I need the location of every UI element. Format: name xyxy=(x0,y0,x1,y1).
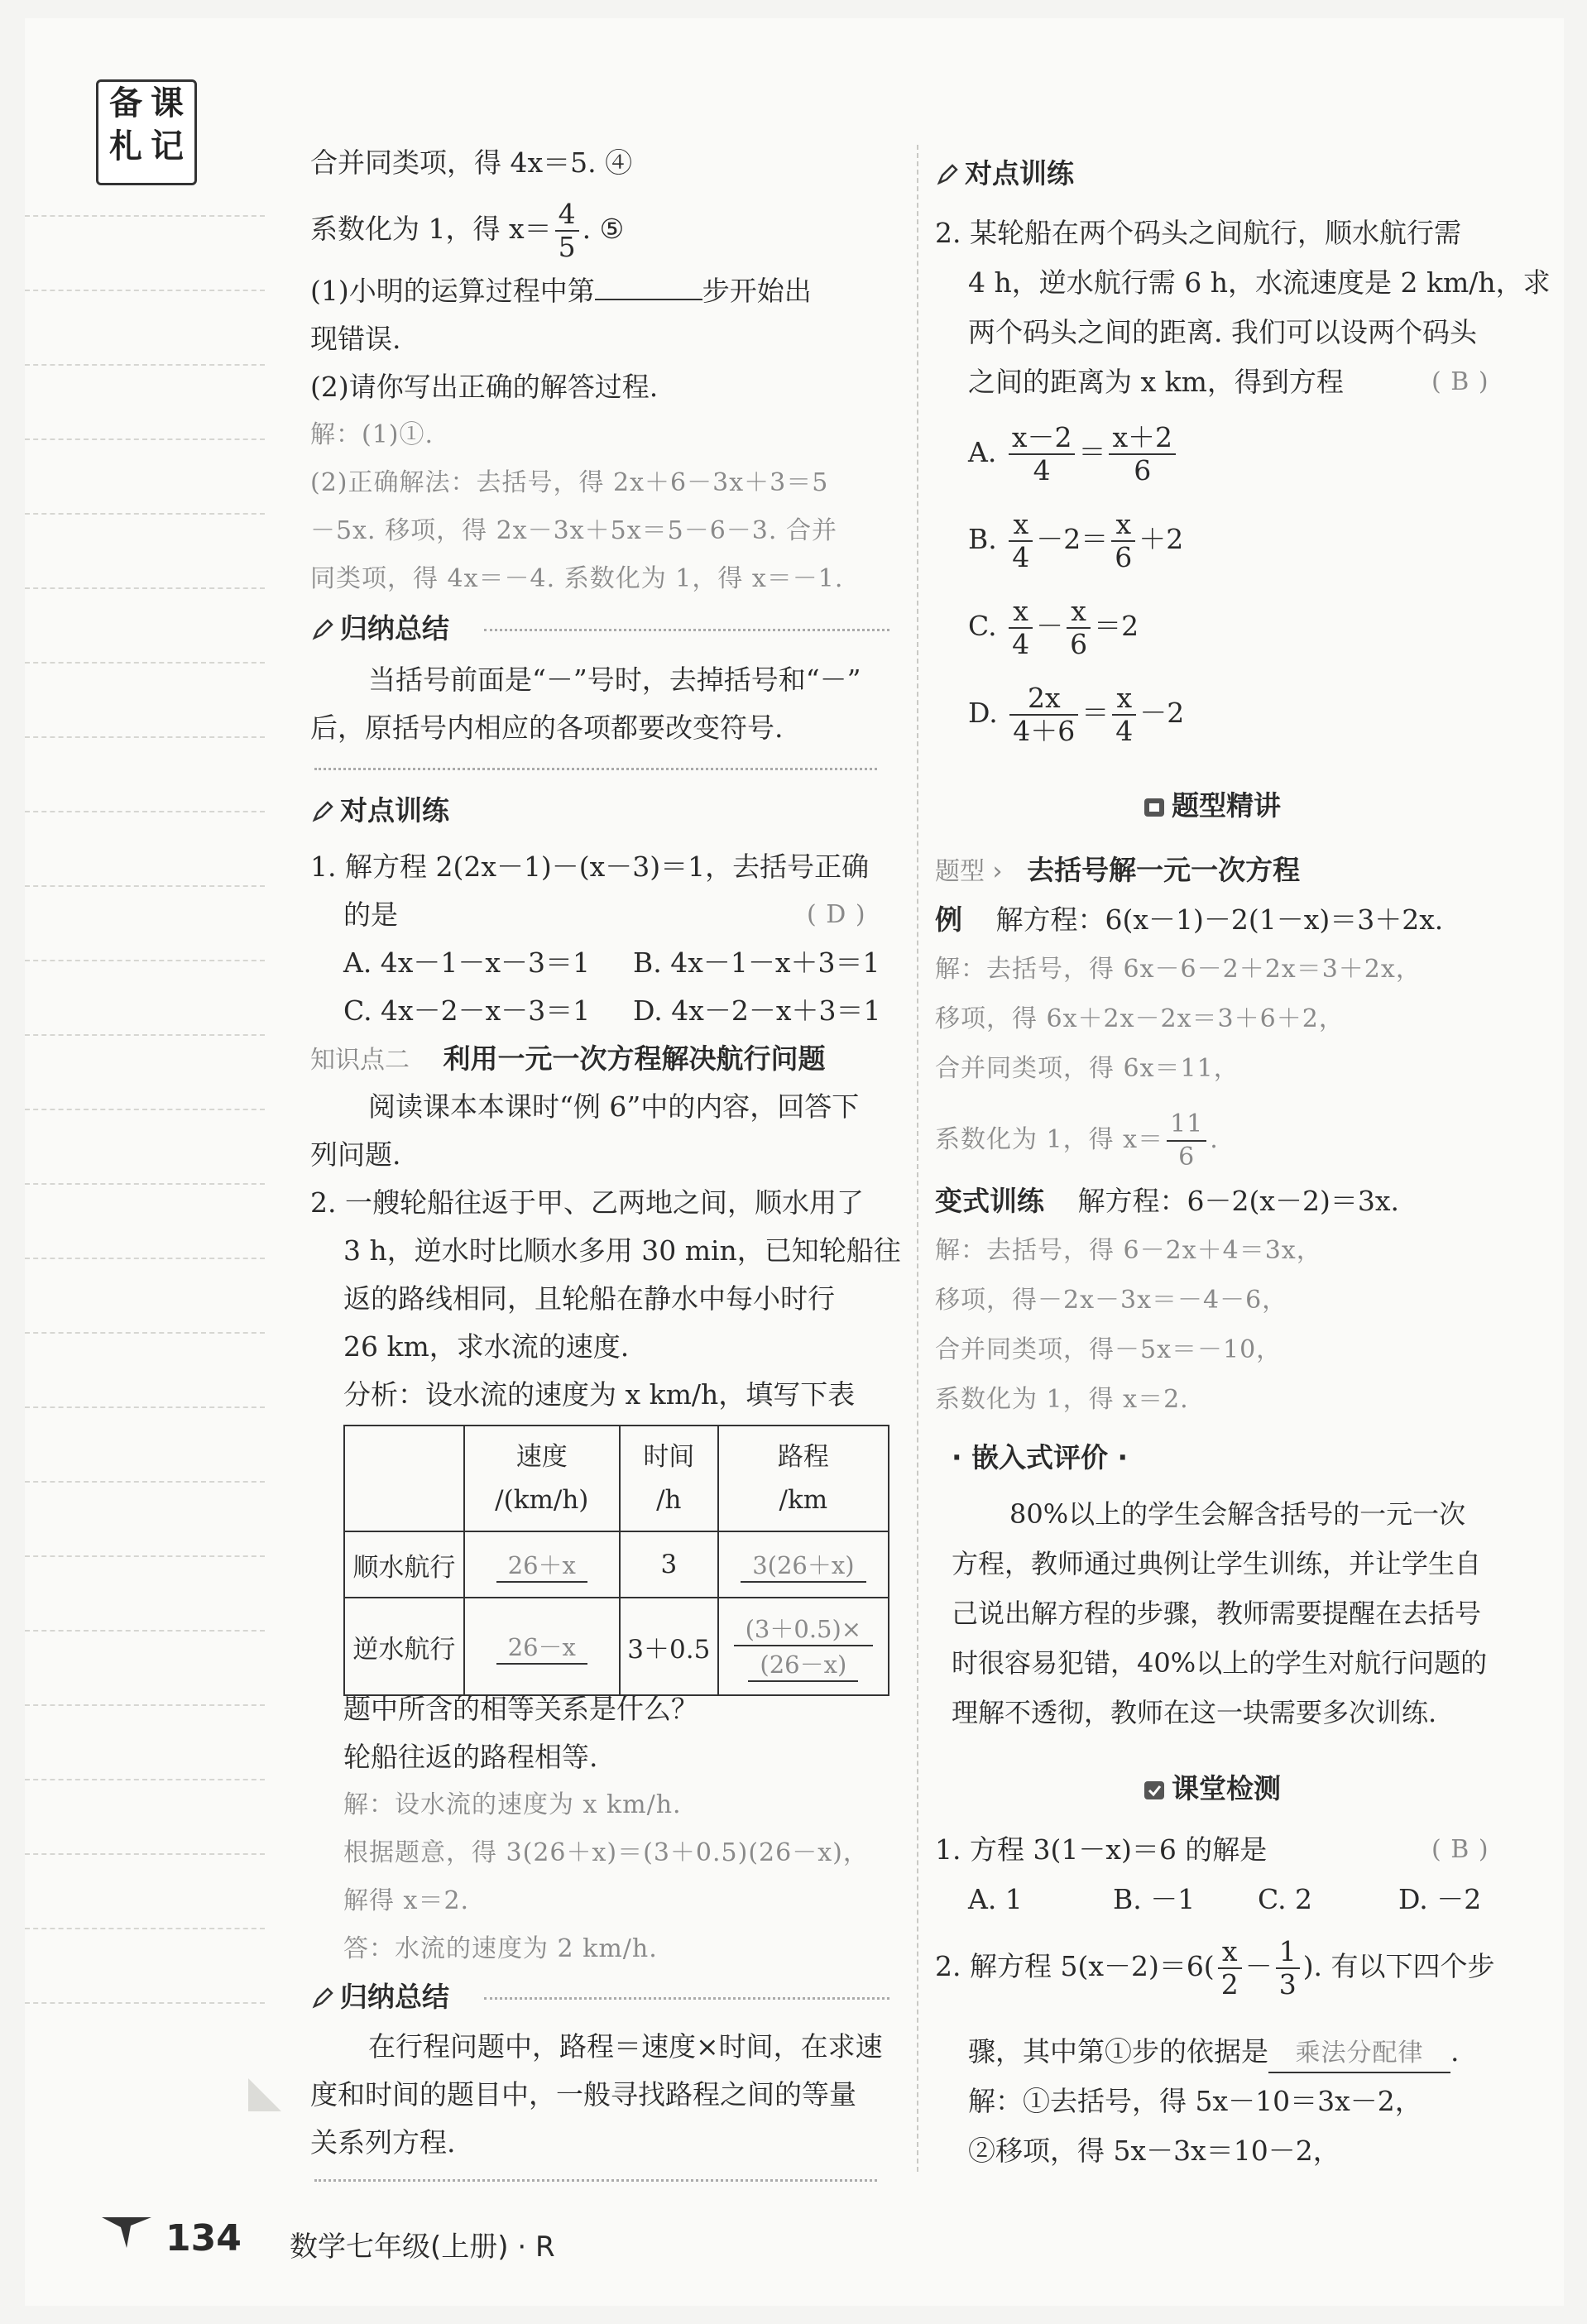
table-header xyxy=(464,1426,620,1531)
table-row xyxy=(344,1598,889,1695)
fraction xyxy=(1218,1936,1242,2001)
operator: － xyxy=(1036,610,1064,642)
numerator: x－2 xyxy=(1009,422,1076,455)
lesson-notes-stamp xyxy=(96,79,197,185)
table-cell xyxy=(718,1598,889,1695)
heading-text: 对点训练 xyxy=(340,794,449,827)
fraction xyxy=(1009,422,1076,486)
answer-line: (2)正确解法：去括号，得 2x＋6－3x＋3＝5 xyxy=(310,468,829,497)
option-b xyxy=(968,509,1183,573)
question-line: 2. 某轮船在两个码头之间航行，顺水航行需 xyxy=(935,217,1461,249)
option-d xyxy=(968,683,1184,747)
fraction xyxy=(1112,683,1136,747)
text-line: 在行程问题中，路程＝速度×时间，在求速 xyxy=(368,2030,883,2063)
answer-line: 合并同类项，得 6x＝11， xyxy=(935,1054,1239,1083)
operator: －2 xyxy=(1139,697,1185,729)
header-unit: /(km/h) xyxy=(495,1485,589,1515)
answer-line: 合并同类项，得－5x＝－10， xyxy=(935,1335,1283,1364)
denominator: 6 xyxy=(1070,628,1088,660)
operator: ＝ xyxy=(1078,436,1106,468)
training-heading xyxy=(310,793,449,829)
numerator: x xyxy=(1067,596,1091,629)
book-title: 数学七年级(上册) · R xyxy=(290,2231,555,2264)
text: 骤，其中第①步的依据是 xyxy=(968,2035,1268,2068)
text-line: 列问题. xyxy=(310,1138,401,1171)
answer-blank: (26－x) xyxy=(748,1646,858,1682)
question-line: (2)请你写出正确的解答过程. xyxy=(310,371,659,403)
option-label: A. xyxy=(968,436,997,468)
column-divider xyxy=(917,145,918,2172)
text: . ⑤ xyxy=(582,213,625,245)
numerator: 4 xyxy=(555,199,579,232)
answer-line: －5x. 移项，得 2x－3x＋5x＝5－6－3. 合并 xyxy=(310,516,837,545)
numerator: x xyxy=(1009,596,1033,629)
answer-line: 解：去括号，得 6x－6－2＋2x＝3＋2x， xyxy=(935,955,1422,984)
answer-line: 解：去括号，得 6－2x＋4＝3x， xyxy=(935,1236,1322,1265)
answer-blank: 26－x xyxy=(496,1629,587,1665)
numerator: x＋2 xyxy=(1109,422,1176,455)
table-header xyxy=(718,1426,889,1531)
evaluation-line: 方程，教师通过典例让学生训练，并让学生自 xyxy=(952,1548,1482,1579)
answer-line: 系数化为 1，得 x＝2. xyxy=(935,1385,1189,1414)
header-unit: /km xyxy=(779,1485,828,1515)
pencil-icon xyxy=(310,800,335,825)
book-icon xyxy=(1142,795,1167,820)
numerator: 2x xyxy=(1009,683,1078,716)
answer-line: 解得 x＝2. xyxy=(343,1886,470,1915)
question-line xyxy=(935,1936,1495,2001)
denominator: 2 xyxy=(1220,1968,1239,2001)
text-line xyxy=(310,199,624,263)
dotted-rule xyxy=(484,1997,889,2000)
header-text: 速度 xyxy=(515,1442,568,1472)
question-line: 返的路线相同，且轮船在静水中每小时行 xyxy=(343,1282,835,1315)
denominator: 6 xyxy=(1134,454,1152,486)
evaluation-line: 时很容易犯错，40%以上的学生对航行问题的 xyxy=(952,1647,1488,1679)
question-line: 之间的距离为 x km，得到方程 xyxy=(968,366,1344,398)
answer-line: 答：水流的速度为 2 km/h. xyxy=(343,1934,658,1963)
numerator: x xyxy=(1111,509,1135,542)
numerator: 11 xyxy=(1167,1109,1206,1142)
operator: － xyxy=(1244,1950,1273,1982)
pencil-icon xyxy=(310,618,335,643)
text: ). 有以下四个步 xyxy=(1302,1950,1495,1982)
page-number: 134 xyxy=(165,2217,242,2259)
question-line xyxy=(310,273,812,309)
fraction xyxy=(1276,1936,1300,2001)
table-corner xyxy=(344,1426,464,1531)
question-line: 1. 解方程 2(2x－1)－(x－3)＝1，去括号正确 xyxy=(310,851,870,883)
option-d: D. －2 xyxy=(1398,1883,1482,1915)
fraction xyxy=(1009,683,1078,747)
heading-text: 归纳总结 xyxy=(340,612,449,644)
fraction xyxy=(1109,422,1176,486)
example-line xyxy=(935,902,1443,938)
variant-line xyxy=(935,1183,1399,1220)
text-line: 合并同类项，得 4x＝5. ④ xyxy=(310,146,633,179)
text-line: 阅读课本本课时“例 6”中的内容，回答下 xyxy=(368,1090,860,1123)
option-c: C. 4x－2－x－3＝1 xyxy=(343,994,591,1027)
answer-line: 解：设水流的速度为 x km/h. xyxy=(343,1790,682,1819)
text-line: 轮船往返的路程相等. xyxy=(343,1741,598,1773)
option-c: C. 2 xyxy=(1258,1883,1313,1915)
dotted-rule xyxy=(314,2179,877,2182)
option-c xyxy=(968,596,1139,660)
fraction xyxy=(555,199,579,263)
answer-choice: ( B ) xyxy=(1431,367,1489,396)
answer-blank: 乘法分配律 xyxy=(1268,2035,1450,2073)
row-label: 逆水航行 xyxy=(344,1598,464,1695)
arrow-icon xyxy=(98,2211,156,2252)
header-unit: /h xyxy=(656,1485,682,1515)
option-b: B. 4x－1－x＋3＝1 xyxy=(633,946,880,979)
training-heading xyxy=(935,156,1074,192)
knowledge-point-tag: 知识点二 xyxy=(310,1046,410,1075)
text-line: 后，原括号内相应的各项都要改变符号. xyxy=(310,712,784,744)
answer-choice: ( B ) xyxy=(1431,1835,1489,1864)
text: . xyxy=(1210,1125,1219,1154)
answer-line: 移项，得－2x－3x＝－4－6， xyxy=(935,1286,1288,1315)
option-d: D. 4x－2－x＋3＝1 xyxy=(633,994,881,1027)
denominator: 4 xyxy=(1115,715,1134,747)
solution-line: 解：①去括号，得 5x－10＝3x－2， xyxy=(968,2085,1422,2117)
option-b: B. －1 xyxy=(1113,1883,1196,1915)
table-cell xyxy=(464,1598,620,1695)
operator: ＝ xyxy=(1081,697,1110,729)
type-tag: 题型 xyxy=(935,857,985,886)
option-a: A. 4x－1－x－3＝1 xyxy=(343,946,591,979)
answer-choice: ( D ) xyxy=(807,900,866,929)
text-line: 度和时间的题目中，一般寻找路程之间的等量 xyxy=(310,2078,856,2111)
pencil-icon xyxy=(310,1986,335,2011)
evaluation-line: 己说出解方程的步骤，教师需要提醒在去括号 xyxy=(952,1598,1482,1629)
pencil-icon xyxy=(935,163,960,188)
table-header xyxy=(620,1426,718,1531)
stamp-char: 记 xyxy=(151,127,184,165)
denominator: 5 xyxy=(558,231,576,263)
answer-line: 移项，得 6x＋2x－2x＝3＋6＋2， xyxy=(935,1004,1345,1033)
header-text: 路程 xyxy=(777,1442,829,1472)
evaluation-line: 80%以上的学生会解含括号的一元一次 xyxy=(1009,1498,1466,1530)
check-icon xyxy=(1142,1778,1167,1803)
answer-line xyxy=(935,1109,1219,1173)
text: 2. 解方程 5(x－2)＝6( xyxy=(935,1950,1215,1982)
numerator: x xyxy=(1009,509,1033,542)
table-row xyxy=(344,1531,889,1598)
question-line: 4 h，逆水航行需 6 h，水流速度是 2 km/h，求 xyxy=(968,266,1551,299)
option-a: A. 1 xyxy=(968,1883,1023,1915)
text: 步开始出 xyxy=(702,275,812,307)
example-label: 例 xyxy=(935,903,962,936)
heading-text: 对点训练 xyxy=(965,157,1074,189)
denominator: 4＋6 xyxy=(1013,715,1076,747)
question-line: 1. 方程 3(1－x)＝6 的解是 xyxy=(935,1833,1268,1866)
variant-text: 解方程：6－2(x－2)＝3x. xyxy=(1077,1185,1399,1217)
table-cell xyxy=(464,1531,620,1598)
heading-text: 课堂检测 xyxy=(1172,1772,1281,1804)
question-line: 2. 一艘轮船往返于甲、乙两地之间，顺水用了 xyxy=(310,1186,864,1219)
question-line xyxy=(968,2034,1460,2073)
operator: －2＝ xyxy=(1036,523,1109,555)
corner-decoration xyxy=(248,2078,281,2111)
evaluation-heading: · 嵌入式评价 · xyxy=(952,1441,1129,1473)
operator: ＋2 xyxy=(1139,523,1184,555)
knowledge-point-heading xyxy=(310,1041,826,1079)
solution-line: ②移项，得 5x－3x＝10－2， xyxy=(968,2135,1340,2167)
answer-line: 解：(1)①. xyxy=(310,420,434,449)
notes-margin xyxy=(25,182,273,2151)
stamp-char: 备 xyxy=(109,84,142,122)
denominator: 4 xyxy=(1012,628,1030,660)
fraction xyxy=(1009,596,1033,660)
operator: ＝2 xyxy=(1094,610,1139,642)
option-label: D. xyxy=(968,697,998,729)
fraction xyxy=(1009,509,1033,573)
answer-blank: 3(26＋x) xyxy=(741,1547,865,1583)
analysis-line: 分析：设水流的速度为 x km/h，填写下表 xyxy=(343,1378,856,1411)
knowledge-point-title: 利用一元一次方程解决航行问题 xyxy=(443,1042,826,1075)
table-cell: 3＋0.5 xyxy=(620,1598,718,1695)
answer-blank: 26＋x xyxy=(496,1547,587,1583)
text-line: 当括号前面是“－”号时，去掉括号和“－” xyxy=(368,664,861,696)
heading-text: 归纳总结 xyxy=(340,1981,449,2013)
question-line: 题中所含的相等关系是什么？ xyxy=(343,1693,698,1725)
denominator: 4 xyxy=(1033,454,1051,486)
denominator: 6 xyxy=(1115,541,1133,573)
answer-line: 根据题意，得 3(26＋x)＝(3＋0.5)(26－x)， xyxy=(343,1838,869,1867)
fraction xyxy=(1111,509,1135,573)
dotted-rule xyxy=(484,629,889,631)
question-line: 3 h，逆水时比顺水多用 30 min，已知轮船往 xyxy=(343,1234,901,1267)
denominator: 4 xyxy=(1012,541,1030,573)
question-line: 现错误. xyxy=(310,323,401,355)
numerator: x xyxy=(1218,1936,1242,1969)
section-heading xyxy=(1142,1771,1281,1807)
text: 系数化为 1，得 x＝ xyxy=(935,1125,1164,1154)
stamp-char: 课 xyxy=(151,84,184,122)
summary-heading xyxy=(310,611,449,647)
heading-text: 题型精讲 xyxy=(1172,789,1281,822)
option-label: C. xyxy=(968,610,997,642)
fraction xyxy=(1167,1109,1206,1173)
section-heading xyxy=(1142,788,1281,824)
type-heading: 题型 › 去括号解一元一次方程 xyxy=(935,854,1301,886)
numerator: x xyxy=(1112,683,1136,716)
text: . xyxy=(1450,2035,1460,2068)
type-title: 去括号解一元一次方程 xyxy=(1027,854,1301,886)
denominator: 6 xyxy=(1178,1143,1196,1172)
table-cell xyxy=(718,1531,889,1598)
option-label: B. xyxy=(968,523,997,555)
header-text: 时间 xyxy=(643,1442,695,1472)
stamp-char: 札 xyxy=(109,127,142,165)
answer-blank[interactable] xyxy=(595,299,702,300)
dotted-rule xyxy=(314,768,877,770)
row-label: 顺水航行 xyxy=(344,1531,464,1598)
text: (1)小明的运算过程中第 xyxy=(310,275,595,307)
variant-label: 变式训练 xyxy=(935,1185,1044,1217)
evaluation-line: 理解不透彻，教师在这一块需要多次训练. xyxy=(952,1697,1437,1728)
question-line: 的是 xyxy=(343,898,398,931)
denominator: 3 xyxy=(1278,1968,1297,2001)
text-line: 关系列方程. xyxy=(310,2126,456,2159)
summary-heading xyxy=(310,1979,449,2015)
question-line: 两个码头之间的距离. 我们可以设两个码头 xyxy=(968,316,1477,348)
answer-blank: (3＋0.5)× xyxy=(734,1611,874,1646)
text: 系数化为 1，得 x＝ xyxy=(310,213,552,245)
answer-line: 同类项，得 4x＝－4. 系数化为 1，得 x＝－1. xyxy=(310,564,844,593)
fraction xyxy=(1067,596,1091,660)
sailing-table xyxy=(343,1425,889,1696)
numerator: 1 xyxy=(1276,1936,1300,1969)
question-line: 26 km，求水流的速度. xyxy=(343,1330,630,1363)
example-text: 解方程：6(x－1)－2(1－x)＝3＋2x. xyxy=(995,903,1444,936)
option-a xyxy=(968,422,1179,486)
table-cell: 3 xyxy=(620,1531,718,1598)
